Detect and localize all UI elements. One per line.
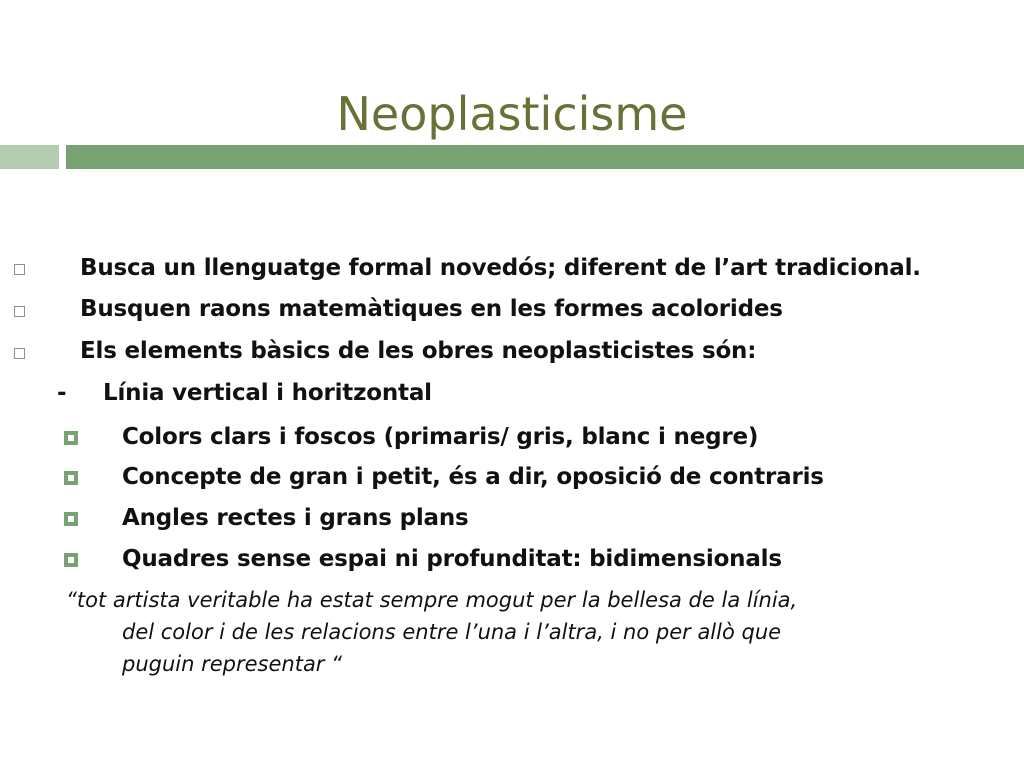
quote-line: puguin representar “ — [122, 652, 342, 676]
quote — [66, 584, 996, 680]
list-item — [80, 331, 756, 371]
list-item — [122, 539, 782, 579]
sub-bullet-marker-icon — [64, 471, 78, 485]
slide-title: Neoplasticisme — [336, 87, 688, 141]
bullet-text: Busquen raons matemàtiques en les formes acolorides — [80, 296, 783, 322]
sub-bullet-text: Angles rectes i grans plans — [122, 505, 469, 531]
list-item — [80, 289, 783, 329]
quote-line: “tot artista veritable ha estat sempre mogut per la bellesa de la línia, — [66, 588, 798, 612]
sub-bullet-marker-icon — [64, 512, 78, 526]
dash-item-text: Línia vertical i horitzontal — [103, 380, 432, 406]
bullet-marker-icon — [14, 306, 25, 317]
list-item — [80, 248, 921, 288]
title-bar — [66, 145, 1024, 169]
dash-marker: - — [57, 380, 67, 406]
quote-line: del color i de les relacions entre l’una i l’altra, i no per allò que — [122, 620, 782, 644]
bullet-marker-icon — [14, 348, 25, 359]
bullet-text: Els elements bàsics de les obres neoplasticistes són: — [80, 338, 757, 364]
bullet-marker-icon — [14, 264, 25, 275]
sub-bullet-marker-icon — [64, 553, 78, 567]
list-item — [103, 373, 432, 413]
list-item — [122, 457, 824, 497]
sub-bullet-text: Concepte de gran i petit, és a dir, oposició de contraris — [122, 464, 824, 490]
sub-bullet-text: Colors clars i foscos (primaris/ gris, blanc i negre) — [122, 424, 759, 450]
list-item — [122, 498, 469, 538]
bullet-text: Busca un llenguatge formal novedós; diferent de l’art tradicional. — [80, 255, 921, 281]
list-item — [122, 417, 758, 457]
sub-bullet-text: Quadres sense espai ni profunditat: bidimensionals — [122, 546, 782, 572]
title-bar-accent — [0, 145, 59, 169]
sub-bullet-marker-icon — [64, 431, 78, 445]
